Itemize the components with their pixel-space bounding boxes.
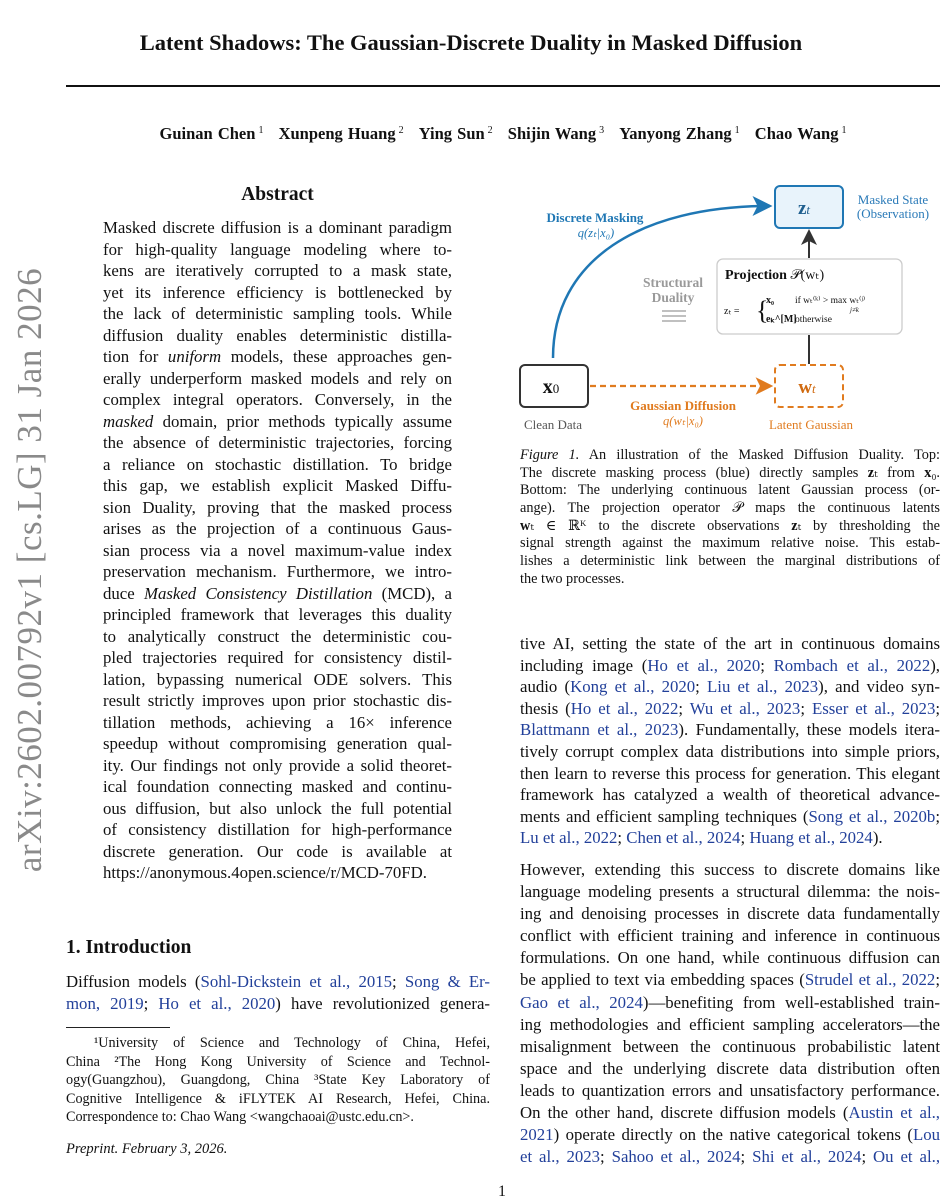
text-run: ical foundation connecting masked and continu- bbox=[103, 777, 452, 796]
text-line bbox=[520, 741, 940, 763]
text-run: https://anonymous.4open.science/r/MCD-70FD. bbox=[103, 863, 427, 882]
citation-link[interactable]: Ho et al., 2020 bbox=[647, 655, 761, 675]
text-run: ous diffusion, but also unlock the full potential bbox=[103, 798, 452, 818]
text-line bbox=[103, 798, 452, 820]
text-line bbox=[520, 500, 940, 518]
text-run: duce bbox=[103, 583, 144, 603]
text-line bbox=[520, 784, 940, 806]
citation-link[interactable]: Huang et al., 2024 bbox=[749, 828, 873, 848]
text-run: ; bbox=[678, 698, 690, 718]
bold-symbol: x bbox=[924, 464, 932, 481]
text-line bbox=[520, 1146, 940, 1168]
citation-link[interactable]: Ou et al., bbox=[873, 1147, 941, 1167]
author-affiliation: 3 bbox=[599, 124, 605, 136]
equation-lhs: zₜ = bbox=[724, 306, 740, 317]
text-line bbox=[520, 571, 940, 589]
text-run: including image ( bbox=[520, 655, 648, 675]
text-run: complex integral operators. Conversely, in the bbox=[103, 390, 452, 409]
text-line bbox=[520, 719, 940, 741]
text-run: the two processes. bbox=[520, 570, 625, 587]
text-run: ; bbox=[740, 828, 750, 848]
text-run: arises as the projection of a continuous Gaus- bbox=[103, 519, 452, 538]
text-run: this gap, we establish explicit Masked Diffu- bbox=[103, 476, 452, 495]
text-run: Masked discrete diffusion is a dominant paradigm bbox=[103, 218, 452, 237]
text-run: tillation methods, achieving a 16× inference bbox=[103, 712, 452, 732]
text-line bbox=[66, 1034, 490, 1053]
author-name: Ying Sun bbox=[418, 124, 485, 143]
page-number: 1 bbox=[498, 1183, 506, 1200]
text-run: China ²The Hong Kong University of Science and Technol- bbox=[66, 1053, 490, 1070]
citation-link[interactable]: Song & Er- bbox=[404, 972, 490, 991]
citation-link[interactable]: Kong et al., 2020 bbox=[570, 677, 696, 697]
text-run: Bottom: The underlying continuous latent Gaussian process (or- bbox=[520, 482, 940, 499]
text-run: discrete generation. Our code is available at bbox=[103, 841, 452, 861]
text-line bbox=[520, 925, 940, 947]
zt-subscript: t bbox=[806, 202, 811, 217]
text-run: formulations. On one hand, while continuous diffusion can bbox=[520, 948, 940, 968]
text-run: Diffusion models ( bbox=[66, 972, 201, 991]
citation-link[interactable]: Ho et al., 2020 bbox=[158, 993, 276, 1013]
author-name: Chao Wang bbox=[754, 124, 839, 143]
text-line bbox=[520, 1036, 940, 1058]
text-run: ; bbox=[800, 698, 812, 718]
citation-link[interactable]: Lou bbox=[912, 1125, 940, 1145]
text-line bbox=[520, 1080, 940, 1102]
figure-1-caption bbox=[520, 447, 940, 589]
text-run: conflict with efficient training and inference in continuous bbox=[520, 926, 940, 946]
discrete-masking-label: Discrete Masking bbox=[546, 210, 644, 225]
text-run: ), and video syn- bbox=[818, 677, 940, 697]
text-run: ; bbox=[392, 972, 405, 991]
citation-link[interactable]: et al., 2023 bbox=[520, 1147, 601, 1167]
masked-state-label: Masked State bbox=[857, 192, 929, 207]
text-line bbox=[103, 561, 452, 583]
text-run: ments and efficient sampling techniques ( bbox=[520, 806, 809, 826]
citation-link[interactable]: Blattmann et al., 2023 bbox=[520, 720, 679, 740]
text-run: the lack of deterministic sampling tools. While bbox=[103, 304, 452, 323]
footnote-rule bbox=[66, 1027, 170, 1028]
author-affiliation: 2 bbox=[487, 124, 493, 136]
text-line bbox=[520, 655, 940, 677]
abstract-heading: Abstract bbox=[241, 184, 314, 205]
text-line bbox=[520, 447, 940, 465]
text-run: of consistency distillation for high-performance bbox=[103, 820, 452, 839]
author-name: Shijin Wang bbox=[507, 124, 597, 143]
text-run: ; bbox=[935, 806, 940, 826]
text-line bbox=[520, 827, 940, 849]
text-run: kens are iteratively corrupted to a mask state, bbox=[103, 261, 452, 280]
duality-label: Duality bbox=[651, 290, 695, 305]
text-line bbox=[103, 712, 452, 734]
text-line bbox=[103, 669, 452, 691]
text-line bbox=[520, 763, 940, 785]
body-paragraph bbox=[520, 633, 940, 849]
text-run: ). bbox=[872, 828, 883, 848]
text-run: speedup without compromising generation qual- bbox=[103, 734, 452, 753]
text-line bbox=[520, 1102, 940, 1124]
svg-text:wt bbox=[798, 377, 816, 398]
observation-label: (Observation) bbox=[856, 206, 930, 221]
svg-text:zt bbox=[798, 198, 810, 219]
text-run: An illustration of the Masked Diffusion Duality. Top: bbox=[579, 447, 940, 463]
text-run: models, these approaches gen- bbox=[221, 347, 452, 366]
text-line bbox=[520, 903, 940, 925]
paper-title: Latent Shadows: The Gaussian-Discrete Duality in Masked Diffusion bbox=[139, 30, 803, 55]
citation-link[interactable]: Wu et al., 2023 bbox=[689, 698, 801, 718]
citation-link[interactable]: mon, 2019 bbox=[66, 993, 144, 1013]
text-line bbox=[103, 755, 452, 777]
text-line bbox=[520, 859, 940, 881]
text-run: ; bbox=[617, 828, 627, 848]
text-run: ; bbox=[935, 970, 940, 990]
latent-gaussian-label: Latent Gaussian bbox=[768, 417, 854, 432]
text-line bbox=[520, 969, 940, 991]
introduction-paragraph bbox=[66, 971, 490, 1014]
author-name: Yanyong Zhang bbox=[619, 124, 732, 143]
text-run: ; bbox=[143, 993, 159, 1013]
citation-link[interactable]: Chen et al., 2024 bbox=[626, 828, 741, 848]
author-name: Guinan Chen bbox=[159, 124, 256, 143]
text-run: sion Duality, proving that the masked process bbox=[103, 497, 452, 517]
text-run: ; bbox=[695, 677, 708, 697]
text-line bbox=[103, 626, 452, 648]
text-line bbox=[66, 971, 490, 993]
citation-link[interactable]: Gao et al., 2024 bbox=[520, 992, 643, 1012]
text-run: erally underperform masked models and rely on bbox=[103, 368, 452, 388]
bold-symbol: w bbox=[520, 517, 531, 534]
text-line bbox=[103, 583, 452, 605]
author-affiliation: 1 bbox=[734, 124, 740, 136]
text-run: The discrete masking process (blue) directly samples bbox=[520, 464, 868, 481]
structural-label: Structural bbox=[643, 275, 703, 290]
gaussian-diffusion-formula: q(wₜ|x₀) bbox=[663, 414, 703, 428]
citation-link[interactable]: Sahoo et al., 2024 bbox=[611, 1147, 741, 1167]
italic-text: masked bbox=[103, 411, 154, 431]
case-1-subscript: j≠k bbox=[850, 306, 859, 314]
text-run: ), bbox=[930, 655, 941, 675]
text-run: ) operate directly on the native categorical tokens ( bbox=[553, 1125, 913, 1145]
text-line bbox=[103, 776, 452, 798]
text-run: (MCD), a bbox=[372, 583, 453, 603]
citation-link[interactable]: Ho et al., 2022 bbox=[570, 698, 679, 718]
text-line bbox=[66, 1071, 490, 1090]
text-run: lation, bypassing numerical ODE solvers. This bbox=[103, 669, 452, 689]
text-line bbox=[103, 604, 452, 626]
text-run: preservation mechanism. Furthermore, we intro- bbox=[103, 562, 452, 581]
text-run: misalignment between the continuous probabilistic latent bbox=[520, 1036, 940, 1056]
text-run: ₜ by thresholding the bbox=[797, 517, 940, 534]
text-run: thesis ( bbox=[520, 698, 571, 718]
text-run: ₜ ∈ ℝᴷ to the discrete observations bbox=[530, 517, 792, 534]
text-run: pled trajectories required for consistency distil- bbox=[103, 648, 452, 667]
text-line bbox=[103, 454, 452, 476]
text-run: domain, prior methods typically assume bbox=[153, 411, 452, 431]
text-line bbox=[520, 633, 940, 655]
citation-link[interactable]: Shi et al., 2024 bbox=[752, 1147, 862, 1167]
case-2-condition: otherwise bbox=[795, 315, 832, 325]
citation-link[interactable]: Liu et al., 2023 bbox=[707, 677, 819, 697]
text-line bbox=[520, 535, 940, 553]
text-run: ¹University of Science and Technology of China, Hefei, bbox=[94, 1035, 490, 1051]
text-run: ; bbox=[740, 1147, 753, 1167]
text-run: principled framework that leverages this duality bbox=[103, 605, 452, 624]
text-line bbox=[66, 993, 490, 1015]
text-run: tive AI, setting the state of the art in continuous domains bbox=[520, 634, 940, 653]
text-run: ; bbox=[935, 698, 941, 718]
text-run: audio ( bbox=[520, 677, 571, 697]
text-run: ; bbox=[861, 1147, 874, 1167]
italic-text: Figure 1. bbox=[520, 447, 580, 463]
text-run: tively corrupt complex data distributions into simple priors, bbox=[520, 741, 940, 761]
text-line bbox=[66, 1108, 490, 1127]
text-line bbox=[520, 1014, 940, 1036]
text-line bbox=[520, 465, 940, 483]
projection-title: Projection bbox=[725, 268, 787, 283]
zt-symbol: z bbox=[797, 198, 807, 219]
text-line bbox=[103, 819, 452, 841]
text-run: ). Fundamentally, these models itera- bbox=[678, 720, 940, 740]
text-line bbox=[520, 482, 940, 500]
preprint-note: Preprint. February 3, 2026. bbox=[66, 1141, 228, 1157]
text-run: ₜ from bbox=[874, 464, 925, 481]
text-line bbox=[520, 698, 940, 720]
text-run: lishes a deterministic link between the marginal distributions of bbox=[520, 553, 940, 570]
text-run: the absence of deterministic trajectories, forcing bbox=[103, 433, 452, 452]
citation-link[interactable]: Austin et al., bbox=[848, 1103, 940, 1123]
text-run: diffusion duality enables deterministic distilla- bbox=[103, 325, 452, 345]
projection-operator: 𝒫(wₜ) bbox=[790, 268, 825, 283]
x0-subscript: 0 bbox=[552, 381, 560, 396]
text-run: However, extending this success to discrete domains like bbox=[520, 860, 940, 879]
bold-symbol: z bbox=[791, 517, 798, 534]
citation-link[interactable]: Song et al., 2020b bbox=[808, 806, 936, 826]
text-line bbox=[520, 518, 940, 536]
introduction-heading: 1. Introduction bbox=[66, 937, 192, 958]
citation-link[interactable]: Strudel et al., 2022 bbox=[804, 970, 936, 990]
wt-subscript: t bbox=[812, 381, 816, 396]
text-run: then learn to reverse this process for generation. This elegant bbox=[520, 763, 940, 783]
citation-link[interactable]: Rombach et al., 2022 bbox=[773, 655, 931, 675]
wt-symbol: w bbox=[798, 377, 813, 398]
text-run: ₀. bbox=[931, 464, 941, 481]
text-run: Correspondence to: Chao Wang <wangchaoai@ustc.edu.cn>. bbox=[66, 1109, 414, 1125]
text-run: )—benefiting from well-established train- bbox=[642, 992, 940, 1012]
text-line bbox=[520, 1124, 940, 1146]
text-run: ; bbox=[600, 1147, 612, 1167]
text-line bbox=[103, 475, 452, 497]
text-run: Cognitive Intelligence & iFLYTEK AI Research, Hefei, China. bbox=[66, 1090, 490, 1107]
svg-text:Projection 𝒫(wₜ) bbox=[725, 268, 824, 283]
text-run: framework has catalyzed a wealth of theoretical advance- bbox=[520, 785, 940, 805]
text-run: leads to quantization errors and unsatisfactory performance. bbox=[520, 1080, 940, 1100]
text-line bbox=[520, 676, 940, 698]
text-run: ogy(Guangzhou), Guangdong, China ³State Key Laboratory of bbox=[66, 1072, 490, 1088]
text-line bbox=[520, 1058, 940, 1080]
text-run: ange). The projection operator 𝒫 maps the continuous latents bbox=[520, 500, 940, 517]
arxiv-stamp[interactable]: arXiv:2602.00792v1 [cs.LG] 31 Jan 2026 bbox=[10, 267, 49, 873]
citation-link[interactable]: Esser et al., 2023 bbox=[811, 698, 936, 718]
body-paragraph bbox=[520, 859, 940, 1168]
text-line bbox=[103, 690, 452, 712]
text-run: language modeling presents a structural dilemma: the nois- bbox=[520, 882, 940, 902]
author-affiliation: 1 bbox=[258, 124, 264, 136]
citation-link[interactable]: Sohl-Dickstein et al., 2015 bbox=[200, 972, 393, 991]
x0-symbol: x bbox=[542, 376, 553, 398]
clean-data-label: Clean Data bbox=[523, 417, 583, 432]
citation-link[interactable]: 2021 bbox=[520, 1125, 554, 1145]
text-line bbox=[103, 733, 452, 755]
case-2-value: eₖ^[M] bbox=[766, 314, 797, 325]
italic-text: uniform bbox=[167, 347, 222, 366]
text-line bbox=[520, 881, 940, 903]
text-line bbox=[103, 497, 452, 519]
text-run: On the other hand, discrete diffusion models ( bbox=[520, 1103, 849, 1123]
author-affiliation: 1 bbox=[841, 124, 847, 136]
text-run: to analytically construct the deterministic cou- bbox=[103, 626, 452, 646]
case-1-condition: if wₜ⁽ᵏ⁾ > max wₜ⁽ʲ⁾ bbox=[795, 296, 866, 306]
text-line bbox=[66, 1090, 490, 1109]
text-run: yet its inference efficiency is bottlenecked by bbox=[103, 282, 452, 302]
italic-text: Masked Consistency Distillation bbox=[143, 583, 373, 603]
citation-link[interactable]: Lu et al., 2022 bbox=[520, 828, 618, 848]
text-line bbox=[103, 862, 452, 884]
text-run: for high-quality language modeling where to- bbox=[103, 239, 452, 259]
gaussian-diffusion-label: Gaussian Diffusion bbox=[630, 398, 736, 413]
text-line bbox=[103, 841, 452, 863]
discrete-masking-formula: q(zₜ|x₀) bbox=[577, 226, 615, 240]
text-run: ing and denoising processes in discrete data fundamentally bbox=[520, 904, 940, 924]
text-run: signal strength against the maximum relative noise. This estab- bbox=[520, 535, 940, 552]
text-run: ; bbox=[760, 655, 774, 675]
text-run: be applied to text via embedding spaces ( bbox=[520, 970, 805, 990]
text-run: result strictly improves upon prior stochastic dis- bbox=[103, 691, 452, 710]
equivalence-icon bbox=[662, 311, 686, 321]
text-run: ing methodologies and efficient sampling accelerators—the bbox=[520, 1014, 940, 1034]
text-line bbox=[103, 540, 452, 562]
text-line bbox=[520, 553, 940, 571]
text-run: a reliance on stochastic distillation. To bridge bbox=[103, 454, 452, 474]
text-run: tion for bbox=[103, 347, 168, 366]
text-line bbox=[520, 947, 940, 969]
figure-1-diagram bbox=[0, 0, 942, 450]
author-name: Xunpeng Huang bbox=[278, 124, 396, 143]
affiliations-footnote bbox=[66, 1034, 490, 1127]
text-run: sian process via a novel maximum-value index bbox=[103, 540, 452, 560]
text-run: space and the underlying discrete data distribution often bbox=[520, 1058, 940, 1078]
text-line bbox=[520, 806, 940, 828]
text-line bbox=[103, 647, 452, 669]
text-run: ity. Our findings not only provide a solid theoret- bbox=[103, 755, 452, 775]
author-affiliation: 2 bbox=[398, 124, 404, 136]
text-line bbox=[66, 1053, 490, 1072]
case-1-value: x₀ bbox=[766, 295, 774, 306]
text-run: ) have revolutionized genera- bbox=[275, 993, 490, 1013]
text-line bbox=[103, 518, 452, 540]
text-line bbox=[520, 992, 940, 1014]
brace-icon: { bbox=[756, 296, 769, 325]
bold-symbol: z bbox=[867, 464, 875, 481]
